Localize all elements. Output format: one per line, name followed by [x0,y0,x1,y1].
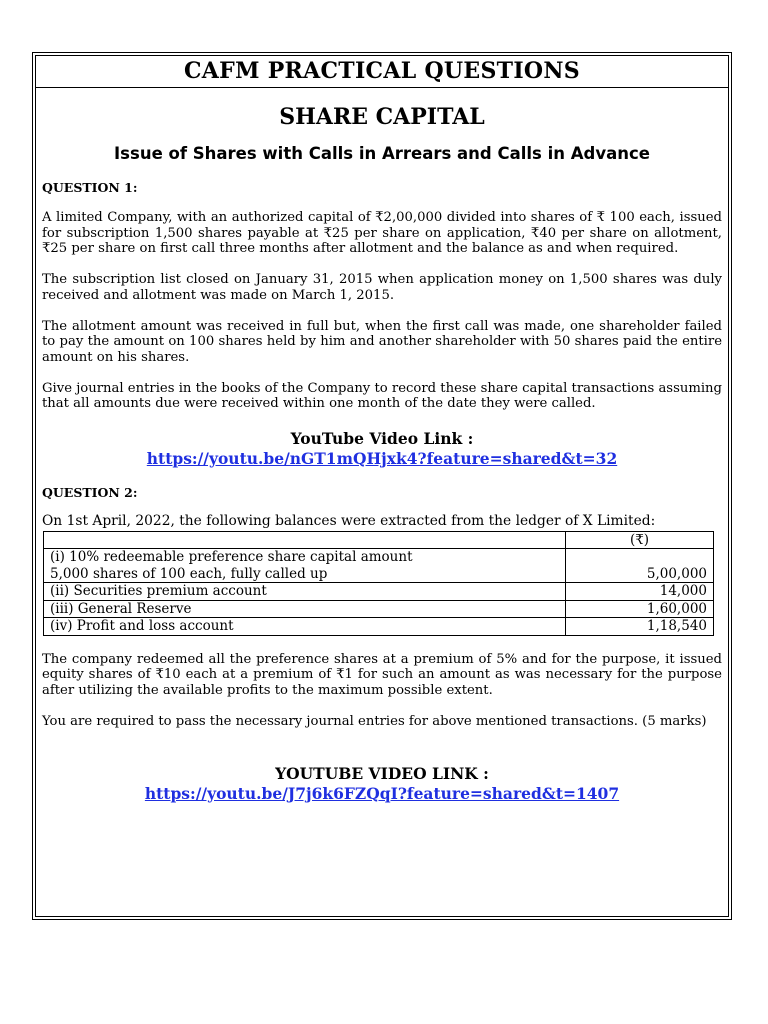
question-1-youtube-link[interactable]: https://youtu.be/nGT1mQHjxk4?feature=shared&t=32 [146,449,618,469]
question-2-paragraph: The company redeemed all the preference shares at a premium of 5% and for the purpose, it issued equity shares of ₹10 each at a premium of ₹1 for such an amount as was necessary for the purpose after utilizing the available profits to the maximum possible extent. [42,651,722,699]
table-header-row [44,531,714,549]
question-2-link-label: YOUTUBE VIDEO LINK : [275,763,489,783]
row-label: (i) 10% redeemable preference share capital amount [50,549,413,566]
row-label: (iii) General Reserve [44,600,566,618]
row-label-continued: 5,000 shares of 100 each, fully called up [50,565,328,582]
table-row [44,618,714,636]
row-amount: 1,18,540 [566,618,714,636]
question-2-youtube-link[interactable]: https://youtu.be/J7j6k6FZQqI?feature=shared&t=1407 [144,783,620,803]
row-label: (iv) Profit and loss account [44,618,566,636]
topic-heading: Issue of Shares with Calls in Arrears and Calls in Advance [114,144,650,163]
row-amount: 1,60,000 [566,600,714,618]
table-row [44,600,714,618]
question-2-intro: On 1st April, 2022, the following balances were extracted from the ledger of X Limited: [42,513,656,530]
question-1-paragraph: The subscription list closed on January 31, 2015 when application money on 1,500 shares was duly received and allotment was made on March 1, 2015. [42,272,722,303]
table-row [44,549,714,583]
question-1-paragraph: Give journal entries in the books of the Company to record these share capital transactions assuming that all amounts due were received within one month of the date they were called. [42,380,722,412]
question-1-paragraph: A limited Company, with an authorized capital of ₹2,00,000 divided into shares of ₹ 100 each, issued for subscription 1,500 shares payable at ₹25 per share on application, ₹40 per share on allotment, ₹25 per share on first call three months after allotment and the balance as and when required. [42,210,722,257]
row-amount: 14,000 [566,583,714,601]
section-title: SHARE CAPITAL [279,104,485,130]
row-amount: 5,00,000 [566,549,714,583]
page-title: CAFM PRACTICAL QUESTIONS [36,56,728,88]
document-inner-border [35,55,729,917]
question-2-paragraph: You are required to pass the necessary journal entries for above mentioned transactions. (5 marks) [42,713,707,729]
question-1-heading: QUESTION 1: [42,180,138,195]
balances-table [43,531,714,636]
question-1-paragraph: The allotment amount was received in full but, when the first call was made, one shareholder failed to pay the amount on 100 shares held by him and another shareholder with 50 shares paid the entire amount on his shares. [42,318,722,365]
row-label: (ii) Securities premium account [44,583,566,601]
document-frame [32,52,732,920]
question-2-heading: QUESTION 2: [42,485,138,501]
table-row [44,583,714,601]
document-content [36,102,728,804]
currency-header: (₹) [566,531,714,549]
question-1-link-label: YouTube Video Link : [290,429,474,449]
